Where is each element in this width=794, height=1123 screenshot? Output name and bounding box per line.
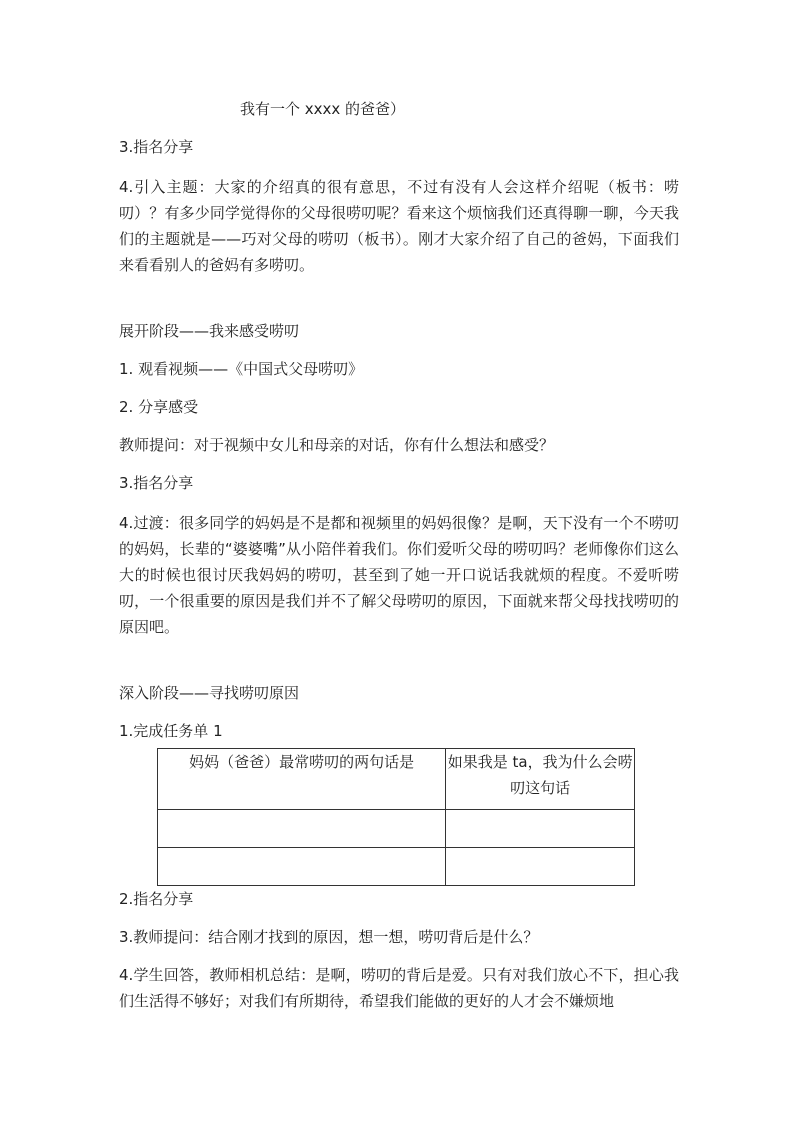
task-table-wrapper <box>119 748 679 886</box>
task-sheet-step: 1.完成任务单 1 <box>119 722 223 740</box>
table-row <box>158 810 635 848</box>
table-cell <box>158 810 446 848</box>
table-cell <box>158 848 446 886</box>
teacher-question-2: 3.教师提问：结合刚才找到的原因，想一想，唠叨背后是什么？ <box>119 928 539 946</box>
table-header-cell: 妈妈（爸爸）最常唠叨的两句话是 <box>158 749 446 810</box>
watch-video-step: 1. 观看视频——《中国式父母唠叨》 <box>119 360 364 378</box>
table-row <box>158 848 635 886</box>
task-table <box>157 748 635 886</box>
table-header-cell: 如果我是 ta，我为什么会唠叨这句话 <box>446 749 635 810</box>
intro-line: 我有一个 xxxx 的爸爸） <box>240 100 406 118</box>
share-step-2: 2.指名分享 <box>119 890 194 908</box>
table-cell <box>446 810 635 848</box>
section-heading-deep: 深入阶段——寻找唠叨原因 <box>119 684 300 702</box>
table-header-row <box>158 749 635 810</box>
share-step-3: 3.指名分享 <box>119 138 194 156</box>
section-heading-expand: 展开阶段——我来感受唠叨 <box>119 322 300 340</box>
summary-paragraph: 4.学生回答，教师相机总结：是啊，唠叨的背后是爱。只有对我们放心不下，担心我们生活得不够好；对我们有所期待，希望我们能做的更好的人才会不嫌烦地 <box>119 966 679 1010</box>
teacher-question: 教师提问：对于视频中女儿和母亲的对话，你有什么想法和感受？ <box>119 436 555 454</box>
transition-paragraph: 4.过渡：很多同学的妈妈是不是都和视频里的妈妈很像？是啊，天下没有一个不唠叨的妈妈，长辈的“婆婆嘴”从小陪伴着我们。你们爱听父母的唠叨吗？老师像你们这么大的时候也很讨厌我妈妈的唠叨，甚至到了她一开口说话我就烦的程度。不爱听唠叨，一个很重要的原因是我们并不了解父母唠叨的原因，下面就来帮父母找找唠叨的原因吧。 <box>119 514 679 636</box>
share-feelings-step: 2. 分享感受 <box>119 398 199 416</box>
intro-topic-paragraph: 4.引入主题：大家的介绍真的很有意思，不过有没有人会这样介绍呢（板书：唠叨）？有多少同学觉得你的父母很唠叨呢？看来这个烦恼我们还真得聊一聊，今天我们的主题就是——巧对父母的唠叨（板书）。刚才大家介绍了自己的爸妈，下面我们来看看别人的爸妈有多唠叨。 <box>119 178 679 274</box>
share-step-3: 3.指名分享 <box>119 474 194 492</box>
table-cell <box>446 848 635 886</box>
